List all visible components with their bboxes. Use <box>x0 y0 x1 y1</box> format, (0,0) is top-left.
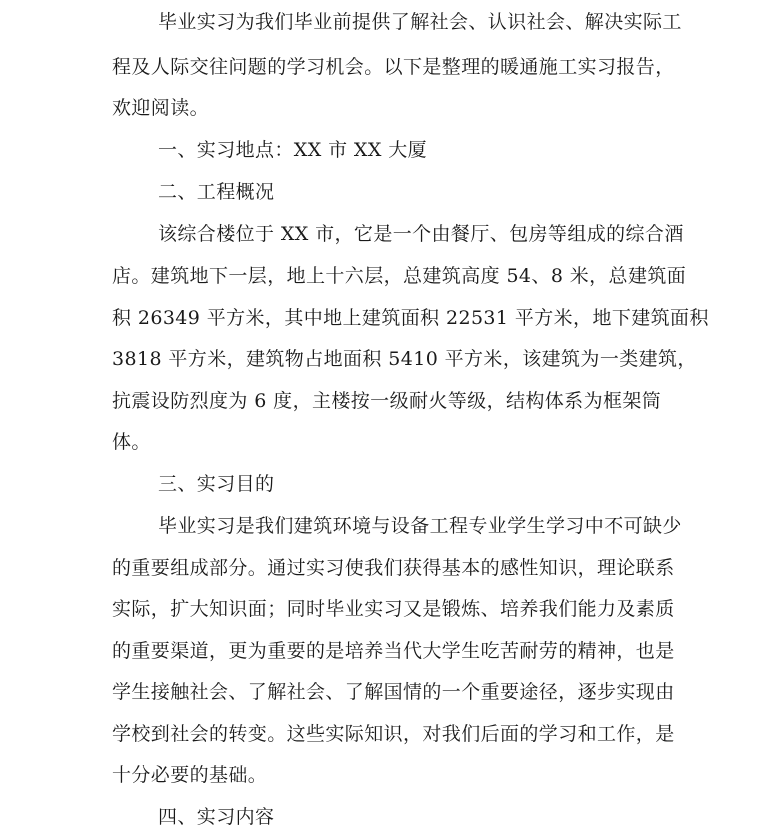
intro-line-1: 毕业实习为我们毕业前提供了解社会、认识社会、解决实际工 <box>158 11 682 33</box>
section-heading-purpose: 三、实习目的 <box>158 473 275 495</box>
overview-line-6: 体。 <box>112 431 151 453</box>
overview-line-3: 积 26349 平方米，其中地上建筑面积 22531 平方米，地下建筑面积 <box>112 307 709 329</box>
purpose-line-4: 的重要渠道，更为重要的是培养当代大学生吃苦耐劳的精神，也是 <box>112 640 675 662</box>
overview-line-4: 3818 平方米，建筑物占地面积 5410 平方米，该建筑为一类建筑， <box>112 348 697 370</box>
overview-line-2: 店。建筑地下一层，地上十六层，总建筑高度 54、8 米，总建筑面 <box>112 265 687 287</box>
overview-line-1: 该综合楼位于 XX 市，它是一个由餐厅、包房等组成的综合酒 <box>158 223 684 245</box>
purpose-line-5: 学生接触社会、了解社会、了解国情的一个重要途径，逐步实现由 <box>112 681 675 703</box>
section-heading-overview: 二、工程概况 <box>158 181 275 203</box>
purpose-line-1: 毕业实习是我们建筑环境与设备工程专业学生学习中不可缺少 <box>158 515 682 537</box>
section-heading-location: 一、实习地点：XX 市 XX 大厦 <box>158 139 428 161</box>
purpose-line-2: 的重要组成部分。通过实习使我们获得基本的感性知识，理论联系 <box>112 557 675 579</box>
purpose-line-7: 十分必要的基础。 <box>112 764 268 786</box>
purpose-line-6: 学校到社会的转变。这些实际知识，对我们后面的学习和工作，是 <box>112 723 675 745</box>
purpose-line-3: 实际，扩大知识面；同时毕业实习又是锻炼、培养我们能力及素质 <box>112 598 675 620</box>
overview-line-5: 抗震设防烈度为 6 度，主楼按一级耐火等级，结构体系为框架筒 <box>112 390 662 412</box>
intro-line-3: 欢迎阅读。 <box>112 97 210 119</box>
section-heading-content: 四、实习内容 <box>158 806 275 828</box>
intro-line-2: 程及人际交往问题的学习机会。以下是整理的暖通施工实习报告， <box>112 56 675 78</box>
